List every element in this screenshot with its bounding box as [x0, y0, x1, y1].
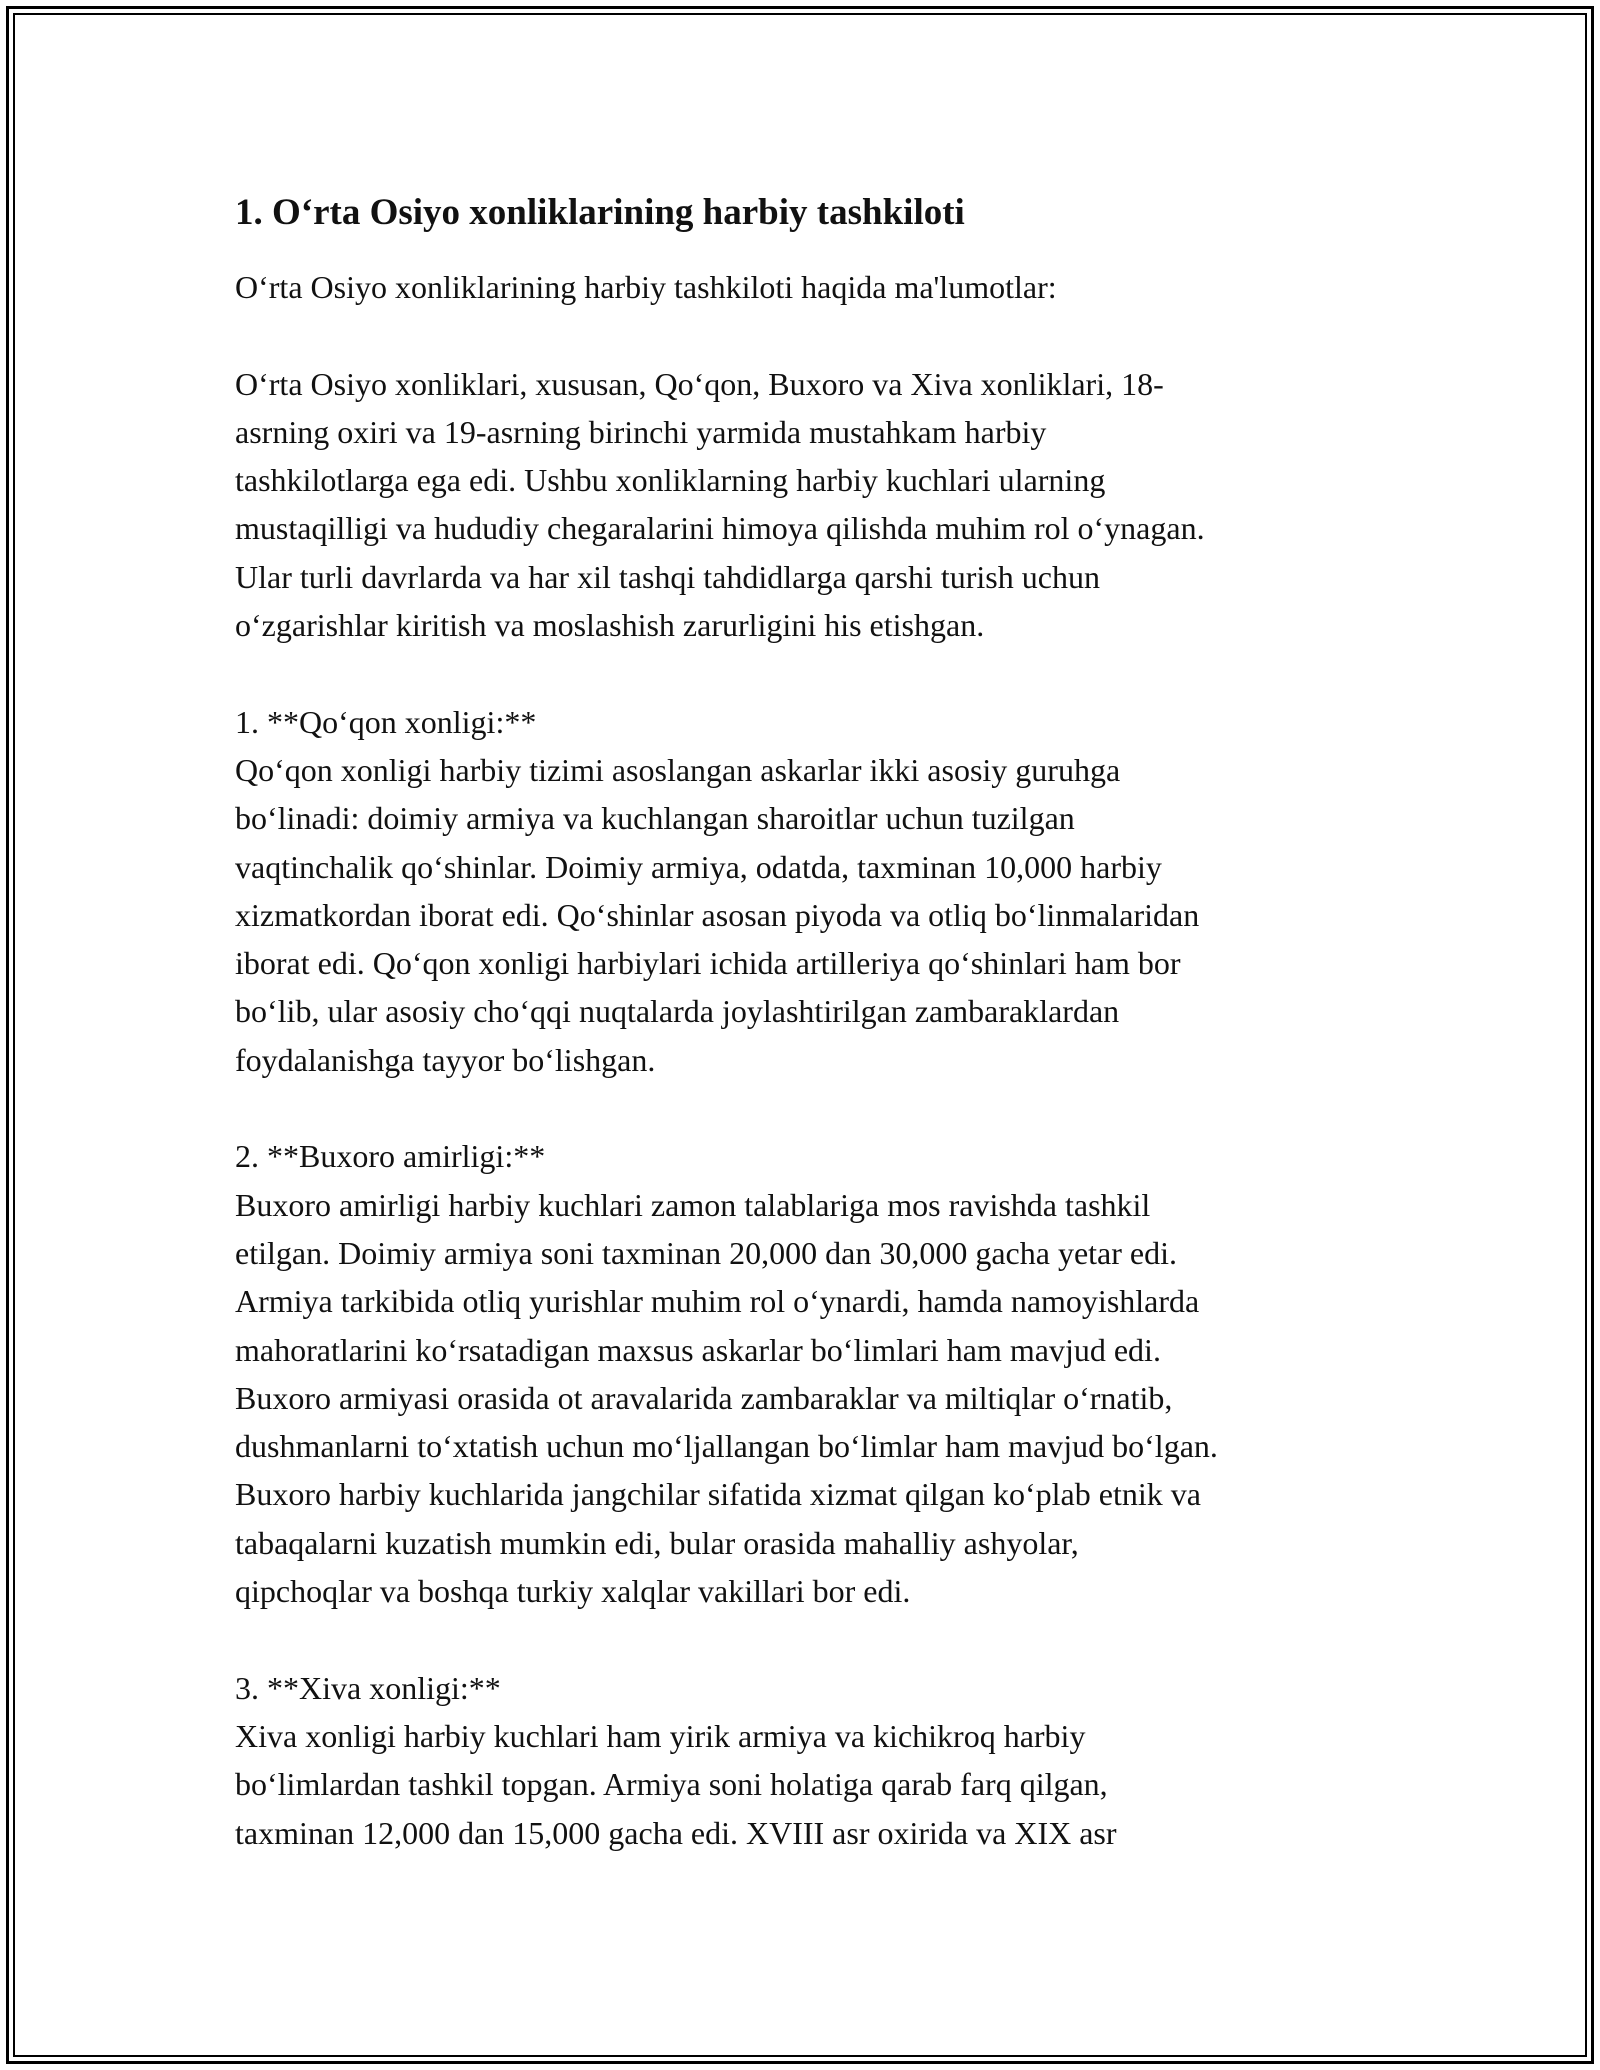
text-line: bo‘linadi: doimiy armiya va kuchlangan sharoitlar uchun tuzilgan [235, 800, 1075, 837]
blank-line [235, 649, 1375, 697]
document-title: 1. O‘rta Osiyo xonliklarining harbiy tashkiloti [235, 192, 965, 233]
text-line: Ular turli davrlarda va har xil tashqi tahdidlarga qarshi turish uchun [235, 558, 1100, 595]
blank-line [235, 1615, 1375, 1663]
blank-line [235, 1084, 1375, 1132]
text-line: o‘zgarishlar kiritish va moslashish zarurligini his etishgan. [235, 607, 985, 644]
text-line: Qo‘qon xonligi harbiy tizimi asoslangan askarlar ikki asosiy guruhga [235, 751, 1121, 788]
text-line: Buxoro amirligi harbiy kuchlari zamon talablariga mos ravishda tashkil [235, 1186, 1151, 1223]
text-line: xizmatkordan iborat edi. Qo‘shinlar asosan piyoda va otliq bo‘linmalaridan [235, 896, 1200, 933]
text-line: bo‘lib, ular asosiy cho‘qqi nuqtalarda joylashtirilgan zambaraklardan [235, 993, 1120, 1030]
text-line: O‘rta Osiyo xonliklari, xususan, Qo‘qon, Buxoro va Xiva xonliklari, 18- [235, 365, 1164, 402]
text-line: 1. **Qo‘qon xonligi:** [235, 703, 537, 740]
text-line: Xiva xonligi harbiy kuchlari ham yirik armiya va kichikroq harbiy [235, 1717, 1086, 1754]
text-line: Buxoro armiyasi orasida ot aravalarida zambaraklar va miltiqlar o‘rnatib, [235, 1379, 1173, 1416]
text-line: 2. **Buxoro amirligi:** [235, 1138, 546, 1175]
blank-line [235, 311, 1375, 359]
text-line: Armiya tarkibida otliq yurishlar muhim rol o‘ynardi, hamda namoyishlarda [235, 1283, 1200, 1320]
text-line: tabaqalarni kuzatish mumkin edi, bular orasida mahalliy ashyolar, [235, 1524, 1079, 1561]
text-line: mustaqilligi va hududiy chegaralarini himoya qilishda muhim rol o‘ynagan. [235, 510, 1205, 547]
text-line: mahoratlarini ko‘rsatadigan maxsus askarlar bo‘limlari ham mavjud edi. [235, 1331, 1161, 1368]
text-line: etilgan. Doimiy armiya soni taxminan 20,000 dan 30,000 gacha yetar edi. [235, 1234, 1177, 1271]
document-text [235, 263, 1375, 1857]
text-line: 3. **Xiva xonligi:** [235, 1669, 501, 1706]
text-line: iborat edi. Qo‘qon xonligi harbiylari ichida artilleriya qo‘shinlari ham bor [235, 945, 1181, 982]
text-line: vaqtinchalik qo‘shinlar. Doimiy armiya, odatda, taxminan 10,000 harbiy [235, 848, 1162, 885]
text-line: asrning oxiri va 19-asrning birinchi yarmida mustahkam harbiy [235, 413, 1047, 450]
text-line: tashkilotlarga ega edi. Ushbu xonliklarning harbiy kuchlari ularning [235, 462, 1106, 499]
text-line: bo‘limlardan tashkil topgan. Armiya soni holatiga qarab farq qilgan, [235, 1766, 1108, 1803]
text-line: O‘rta Osiyo xonliklarining harbiy tashkiloti haqida ma'lumotlar: [235, 269, 1057, 305]
text-line: qipchoqlar va boshqa turkiy xalqlar vakillari bor edi. [235, 1573, 911, 1610]
text-line: foydalanishga tayyor bo‘lishgan. [235, 1041, 656, 1078]
text-line: Buxoro harbiy kuchlarida jangchilar sifatida xizmat qilgan ko‘plab etnik va [235, 1476, 1201, 1513]
document-body [235, 185, 1375, 1857]
text-line: taxminan 12,000 dan 15,000 gacha edi. XVIII asr oxirida va XIX asr [235, 1814, 1117, 1851]
text-line: dushmanlarni to‘xtatish uchun mo‘ljallangan bo‘limlar ham mavjud bo‘lgan. [235, 1428, 1218, 1465]
